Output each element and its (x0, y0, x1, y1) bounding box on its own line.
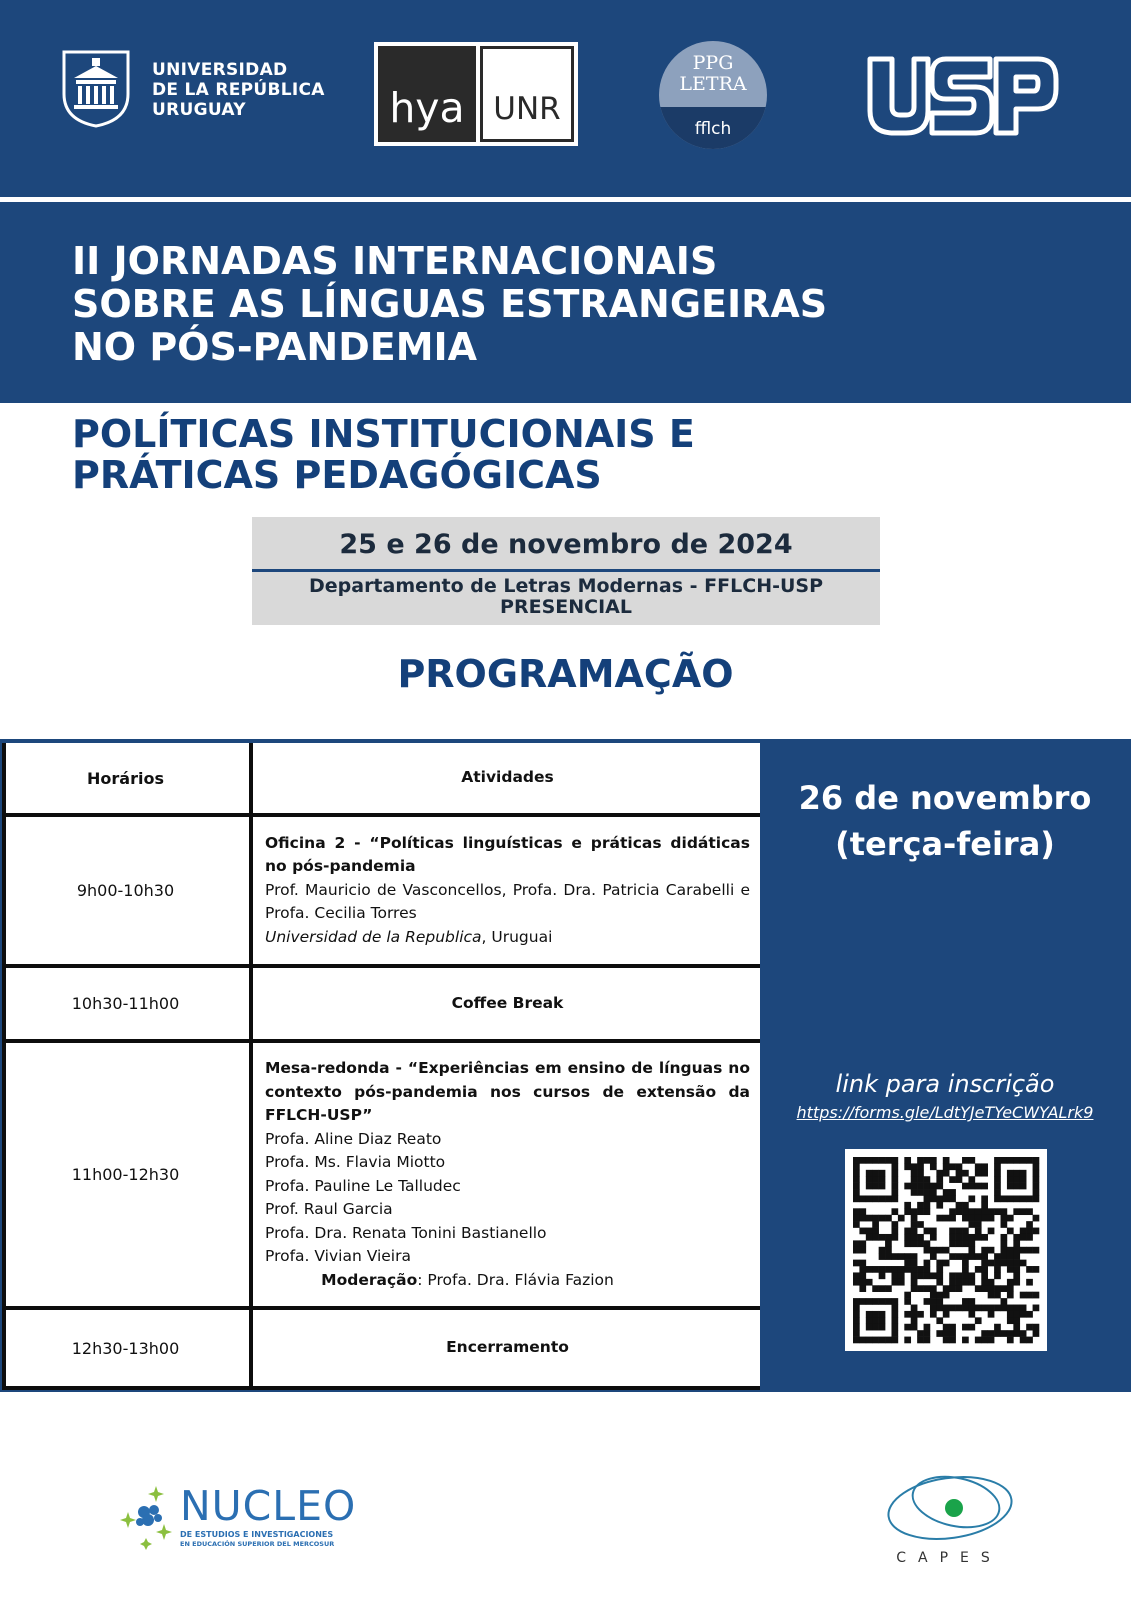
table-column-divider (249, 743, 253, 1390)
table-row (2, 817, 760, 964)
table-row-divider (2, 813, 760, 817)
event-info-box (252, 517, 880, 625)
event-title-line-3: NO PÓS-PANDEMIA (72, 325, 478, 369)
udelar-logo (60, 48, 325, 132)
row-time: 12h30-13h00 (71, 1338, 180, 1358)
unr-text: UNR (480, 46, 574, 142)
ppg-fflch-text: fflch (694, 119, 732, 139)
day-date: 26 de novembro (798, 779, 1092, 817)
university-building-icon (60, 48, 132, 128)
table-border-left (2, 743, 6, 1390)
activity-speakers: Prof. Mauricio de Vasconcellos, Profa. Dra. Patricia Carabelli e Profa. Cecilia Torres (265, 880, 750, 923)
qr-code-icon[interactable] (845, 1149, 1047, 1351)
activity-title: Oficina 2 - “Políticas linguísticas e práticas didáticas no pós-pandemia (265, 833, 750, 876)
nucleo-logo (118, 1480, 358, 1560)
speaker: Profa. Dra. Renata Tonini Bastianello (265, 1223, 547, 1242)
institution-country: , Uruguai (481, 927, 553, 946)
table-row (2, 1043, 760, 1306)
row-activity: Encerramento (446, 1338, 569, 1357)
moderation-value: : Profa. Dra. Flávia Fazion (417, 1270, 614, 1289)
table-row-divider (2, 1039, 760, 1043)
moderation-label: Moderação (321, 1270, 418, 1289)
row-activity (249, 1043, 760, 1306)
row-activity: Coffee Break (451, 993, 564, 1012)
speaker: Profa. Aline Diaz Reato (265, 1129, 442, 1148)
table-row (2, 1310, 760, 1386)
usp-logo (866, 55, 1060, 137)
event-subtitle-line-2: PRÁTICAS PEDAGÓGICAS (72, 453, 602, 497)
day-label (770, 775, 1120, 867)
registration-link[interactable]: https://forms.gle/LdtYJeTYeCWYALrk9 (796, 1103, 1094, 1122)
ppg-letra-logo (659, 41, 767, 149)
table-row-divider (2, 964, 760, 968)
table-border-bottom (2, 1386, 760, 1390)
capes-logo (884, 1458, 1024, 1570)
row-time: 11h00-12h30 (71, 1165, 180, 1184)
row-activity (249, 817, 760, 964)
hya-unr-logo (374, 42, 578, 146)
event-subtitle-line-1: POLÍTICAS INSTITUCIONAIS E (72, 412, 695, 456)
nucleo-subtitle-2: EN EDUCACIÓN SUPERIOR DEL MERCOSUR (180, 1540, 335, 1548)
ppg-line-2: LETRA (679, 73, 747, 95)
event-title-line-1: II JORNADAS INTERNACIONAIS (72, 239, 718, 283)
registration-label: link para inscrição (835, 1070, 1055, 1098)
speaker: Profa. Pauline Le Talludec (265, 1176, 461, 1195)
program-heading: PROGRAMAÇÃO (397, 652, 734, 696)
row-time: 9h00-10h30 (76, 881, 175, 900)
event-mode: PRESENCIAL (500, 596, 632, 618)
activity-institution (265, 926, 750, 950)
udelar-wordmark (152, 60, 325, 120)
speaker: Profa. Ms. Flavia Miotto (265, 1153, 446, 1171)
nucleo-subtitle-1: DE ESTUDIOS E INVESTIGACIONES (180, 1530, 334, 1539)
moderation (265, 1269, 750, 1293)
event-subtitle (72, 414, 1072, 496)
event-title (72, 240, 1072, 369)
udelar-line-3: URUGUAY (152, 100, 246, 120)
header-activities: Atividades (461, 768, 554, 787)
table-row (2, 968, 760, 1039)
nucleo-wordmark: NUCLEO (180, 1482, 357, 1530)
capes-wordmark: CAPES (896, 1550, 1002, 1566)
event-info-divider (252, 569, 880, 572)
activity-title: Mesa-redonda - “Experiências em ensino de línguas no contexto pós-pandemia nos cursos de extensão da FFLCH-USP” (265, 1059, 750, 1124)
udelar-line-1: UNIVERSIDAD (152, 60, 288, 80)
day-weekday: (terça-feira) (835, 825, 1055, 863)
speaker: Profa. Vivian Vieira (265, 1247, 411, 1265)
table-row-divider (2, 1306, 760, 1310)
stars-icon (118, 1480, 180, 1550)
event-date: 25 e 26 de novembro de 2024 (339, 529, 793, 560)
speaker: Prof. Raul Garcia (265, 1200, 393, 1218)
row-time: 10h30-11h00 (71, 994, 180, 1013)
header-times: Horários (87, 768, 164, 788)
udelar-line-2: DE LA REPÚBLICA (152, 80, 325, 100)
orbit-icon (884, 1458, 1024, 1548)
institution-name: Universidad de la Republica (265, 927, 482, 946)
table-header-row (2, 743, 760, 813)
hya-text: hya (378, 46, 476, 142)
schedule-table (2, 743, 760, 1390)
event-title-line-2: SOBRE AS LÍNGUAS ESTRANGEIRAS (72, 282, 828, 326)
ppg-line-1: PPG (692, 52, 734, 74)
event-venue: Departamento de Letras Modernas - FFLCH-USP (308, 575, 824, 597)
